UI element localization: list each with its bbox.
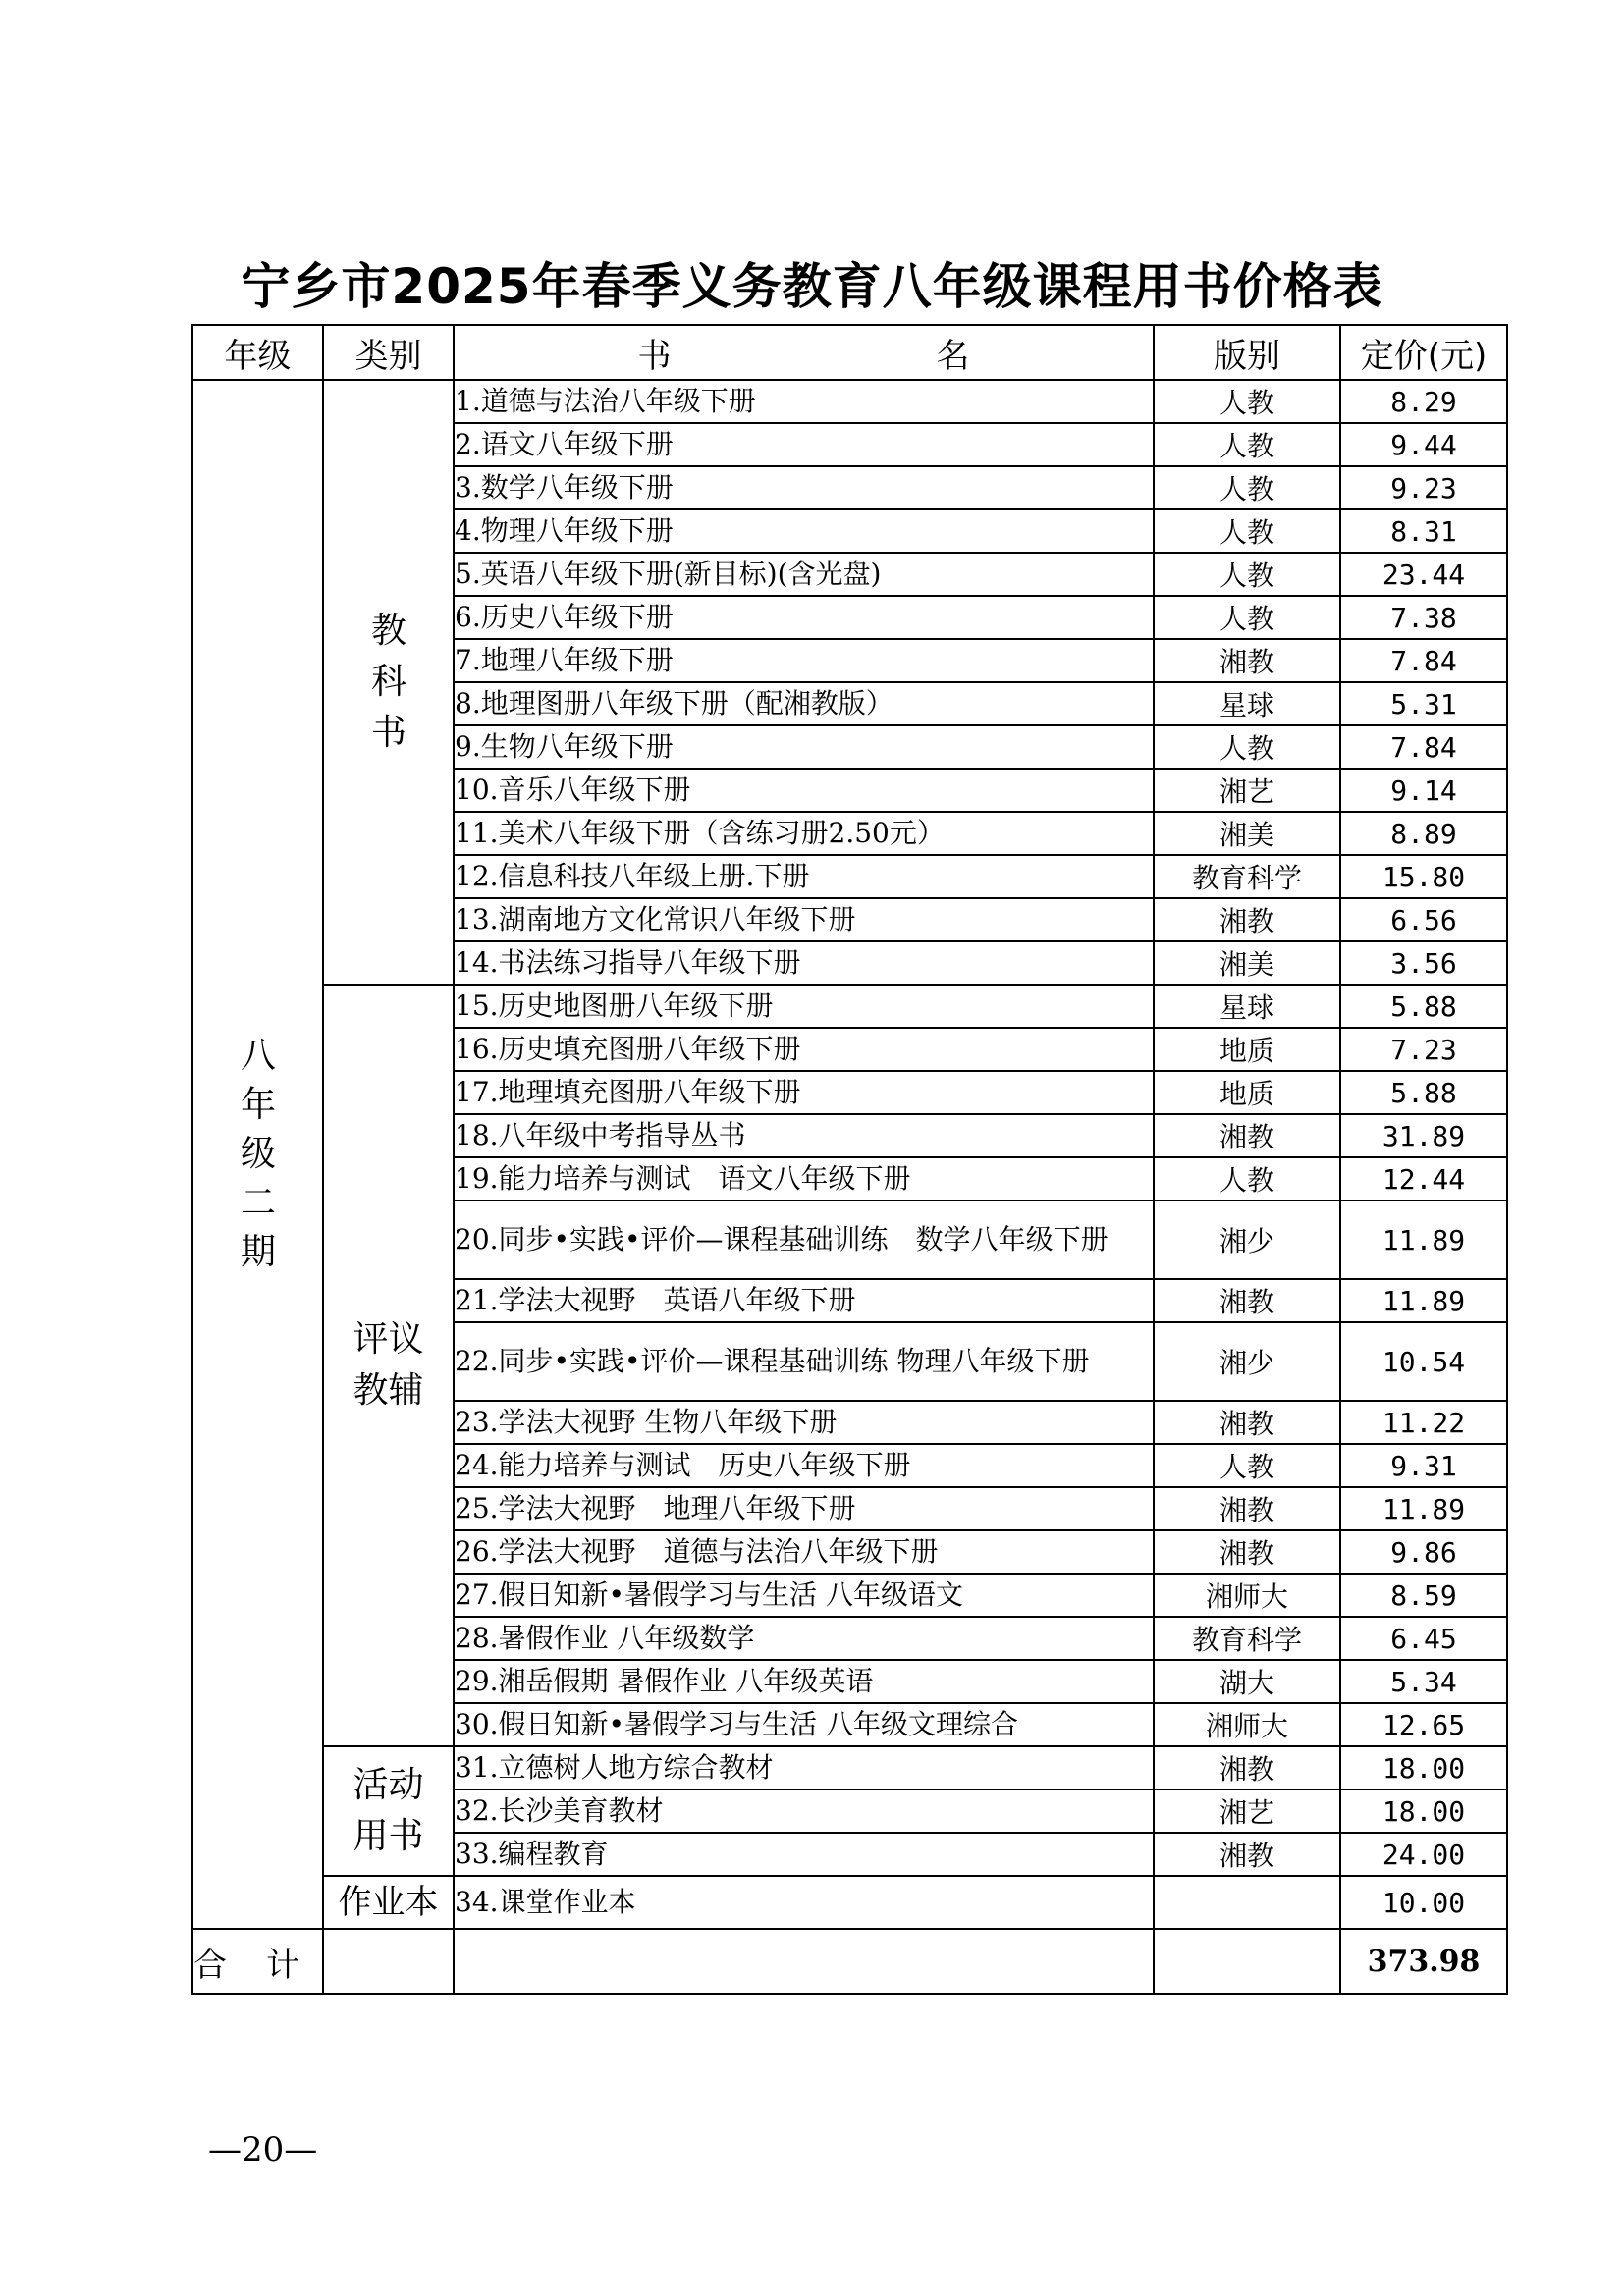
press-cell: 星球: [1154, 985, 1340, 1028]
book-name-cell: 7.地理八年级下册: [454, 639, 1154, 682]
price-cell: 9.31: [1340, 1444, 1507, 1487]
book-name-cell: 33.编程教育: [454, 1833, 1154, 1876]
total-value: 373.98: [1340, 1929, 1507, 1994]
page-number: —20—: [208, 2130, 318, 2169]
press-cell: 人教: [1154, 553, 1340, 596]
press-cell: 湘教: [1154, 1746, 1340, 1789]
book-name-cell: 10.音乐八年级下册: [454, 769, 1154, 812]
table-row: [192, 1876, 1507, 1929]
price-cell: 18.00: [1340, 1746, 1507, 1789]
total-empty-cell: [1154, 1929, 1340, 1994]
table-body: [192, 380, 1507, 1929]
price-cell: 12.44: [1340, 1157, 1507, 1201]
price-cell: 6.45: [1340, 1617, 1507, 1660]
price-cell: 9.44: [1340, 423, 1507, 466]
price-cell: 9.86: [1340, 1530, 1507, 1574]
press-cell: 湘教: [1154, 1833, 1340, 1876]
category-cell: 活动用书: [323, 1746, 454, 1876]
book-name-cell: 4.物理八年级下册: [454, 509, 1154, 553]
press-cell: 湘教: [1154, 639, 1340, 682]
grade-header: 年级: [192, 325, 323, 380]
book-name-cell: 9.生物八年级下册: [454, 725, 1154, 769]
press-cell: 湘艺: [1154, 769, 1340, 812]
grade-cell: 八年级二期: [192, 380, 323, 1929]
price-cell: 7.38: [1340, 596, 1507, 639]
book-price-table: [191, 324, 1508, 1995]
header-row: [192, 325, 1507, 380]
book-name-cell: 3.数学八年级下册: [454, 466, 1154, 509]
book-name-cell: 22.同步•实践•评价—课程基础训练 物理八年级下册: [454, 1322, 1154, 1401]
book-name-cell: 21.学法大视野 英语八年级下册: [454, 1279, 1154, 1322]
book-name-cell: 14.书法练习指导八年级下册: [454, 941, 1154, 985]
press-cell: 人教: [1154, 725, 1340, 769]
press-cell: 湘艺: [1154, 1789, 1340, 1833]
category-header: 类别: [323, 325, 454, 380]
book-name-cell: 29.湘岳假期 暑假作业 八年级英语: [454, 1660, 1154, 1703]
book-name-header-right: 名: [936, 336, 970, 376]
book-name-header: [454, 325, 1154, 380]
price-cell: 8.29: [1340, 380, 1507, 423]
price-cell: 6.56: [1340, 898, 1507, 941]
book-name-cell: 5.英语八年级下册(新目标)(含光盘): [454, 553, 1154, 596]
press-cell: 教育科学: [1154, 1617, 1340, 1660]
price-cell: 5.31: [1340, 682, 1507, 725]
book-name-cell: 17.地理填充图册八年级下册: [454, 1071, 1154, 1114]
price-cell: 7.84: [1340, 725, 1507, 769]
press-cell: 湘教: [1154, 1401, 1340, 1444]
table-row: [192, 985, 1507, 1028]
total-row: [192, 1929, 1507, 1994]
table-row: [192, 380, 1507, 423]
press-cell: 教育科学: [1154, 855, 1340, 898]
press-cell: 湘少: [1154, 1201, 1340, 1279]
category-cell: 作业本: [323, 1876, 454, 1929]
book-name-cell: 16.历史填充图册八年级下册: [454, 1028, 1154, 1071]
book-name-cell: 28.暑假作业 八年级数学: [454, 1617, 1154, 1660]
book-name-cell: 23.学法大视野 生物八年级下册: [454, 1401, 1154, 1444]
press-cell: 湘教: [1154, 1530, 1340, 1574]
total-label: [192, 1929, 323, 1994]
total-empty-cell: [323, 1929, 454, 1994]
press-cell: 湘美: [1154, 941, 1340, 985]
price-cell: 10.54: [1340, 1322, 1507, 1401]
press-cell: 湘师大: [1154, 1574, 1340, 1617]
book-name-cell: 25.学法大视野 地理八年级下册: [454, 1487, 1154, 1530]
book-name-cell: 18.八年级中考指导丛书: [454, 1114, 1154, 1157]
book-name-cell: 8.地理图册八年级下册（配湘教版）: [454, 682, 1154, 725]
price-cell: 15.80: [1340, 855, 1507, 898]
book-name-cell: 13.湖南地方文化常识八年级下册: [454, 898, 1154, 941]
book-name-cell: 26.学法大视野 道德与法治八年级下册: [454, 1530, 1154, 1574]
price-cell: 8.31: [1340, 509, 1507, 553]
press-cell: 湖大: [1154, 1660, 1340, 1703]
price-cell: 5.88: [1340, 985, 1507, 1028]
total-label-right: 计: [266, 1945, 299, 1985]
category-cell: 评议教辅: [323, 985, 454, 1746]
price-cell: 7.23: [1340, 1028, 1507, 1071]
book-name-cell: 15.历史地图册八年级下册: [454, 985, 1154, 1028]
press-cell: 湘教: [1154, 1114, 1340, 1157]
price-cell: 23.44: [1340, 553, 1507, 596]
price-cell: 8.89: [1340, 812, 1507, 855]
price-cell: 12.65: [1340, 1703, 1507, 1746]
press-cell: 湘师大: [1154, 1703, 1340, 1746]
price-cell: 24.00: [1340, 1833, 1507, 1876]
category-cell: 教科书: [323, 380, 454, 985]
price-cell: 11.22: [1340, 1401, 1507, 1444]
press-cell: 湘教: [1154, 1487, 1340, 1530]
press-cell: 人教: [1154, 423, 1340, 466]
press-cell: 湘少: [1154, 1322, 1340, 1401]
press-cell: 人教: [1154, 596, 1340, 639]
book-name-cell: 1.道德与法治八年级下册: [454, 380, 1154, 423]
price-cell: 3.56: [1340, 941, 1507, 985]
book-name-cell: 2.语文八年级下册: [454, 423, 1154, 466]
price-cell: 31.89: [1340, 1114, 1507, 1157]
press-cell: [1154, 1876, 1340, 1929]
price-cell: 7.84: [1340, 639, 1507, 682]
book-name-cell: 11.美术八年级下册（含练习册2.50元）: [454, 812, 1154, 855]
press-cell: 湘美: [1154, 812, 1340, 855]
total-empty-cell: [454, 1929, 1154, 1994]
price-cell: 8.59: [1340, 1574, 1507, 1617]
price-cell: 18.00: [1340, 1789, 1507, 1833]
press-cell: 人教: [1154, 380, 1340, 423]
price-cell: 9.23: [1340, 466, 1507, 509]
price-cell: 10.00: [1340, 1876, 1507, 1929]
book-name-cell: 19.能力培养与测试 语文八年级下册: [454, 1157, 1154, 1201]
price-cell: 11.89: [1340, 1201, 1507, 1279]
press-cell: 人教: [1154, 1157, 1340, 1201]
book-name-cell: 31.立德树人地方综合教材: [454, 1746, 1154, 1789]
press-cell: 人教: [1154, 1444, 1340, 1487]
book-name-cell: 12.信息科技八年级上册.下册: [454, 855, 1154, 898]
press-cell: 地质: [1154, 1028, 1340, 1071]
page-title: 宁乡市2025年春季义务教育八年级课程用书价格表: [241, 258, 1383, 315]
total-label-left: 合: [193, 1945, 227, 1985]
press-cell: 湘教: [1154, 1279, 1340, 1322]
book-name-cell: 24.能力培养与测试 历史八年级下册: [454, 1444, 1154, 1487]
table-row: [192, 1746, 1507, 1789]
book-name-cell: 27.假日知新•暑假学习与生活 八年级语文: [454, 1574, 1154, 1617]
press-cell: 星球: [1154, 682, 1340, 725]
book-name-cell: 6.历史八年级下册: [454, 596, 1154, 639]
price-cell: 5.88: [1340, 1071, 1507, 1114]
price-cell: 11.89: [1340, 1279, 1507, 1322]
book-name-cell: 34.课堂作业本: [454, 1876, 1154, 1929]
price-cell: 11.89: [1340, 1487, 1507, 1530]
press-cell: 湘教: [1154, 898, 1340, 941]
price-cell: 5.34: [1340, 1660, 1507, 1703]
press-header: 版别: [1154, 325, 1340, 380]
book-name-cell: 32.长沙美育教材: [454, 1789, 1154, 1833]
press-cell: 地质: [1154, 1071, 1340, 1114]
book-name-cell: 20.同步•实践•评价—课程基础训练 数学八年级下册: [454, 1201, 1154, 1279]
price-header: 定价(元): [1340, 325, 1507, 380]
book-name-header-left: 书: [637, 336, 672, 376]
price-cell: 9.14: [1340, 769, 1507, 812]
press-cell: 人教: [1154, 466, 1340, 509]
book-name-cell: 30.假日知新•暑假学习与生活 八年级文理综合: [454, 1703, 1154, 1746]
press-cell: 人教: [1154, 509, 1340, 553]
